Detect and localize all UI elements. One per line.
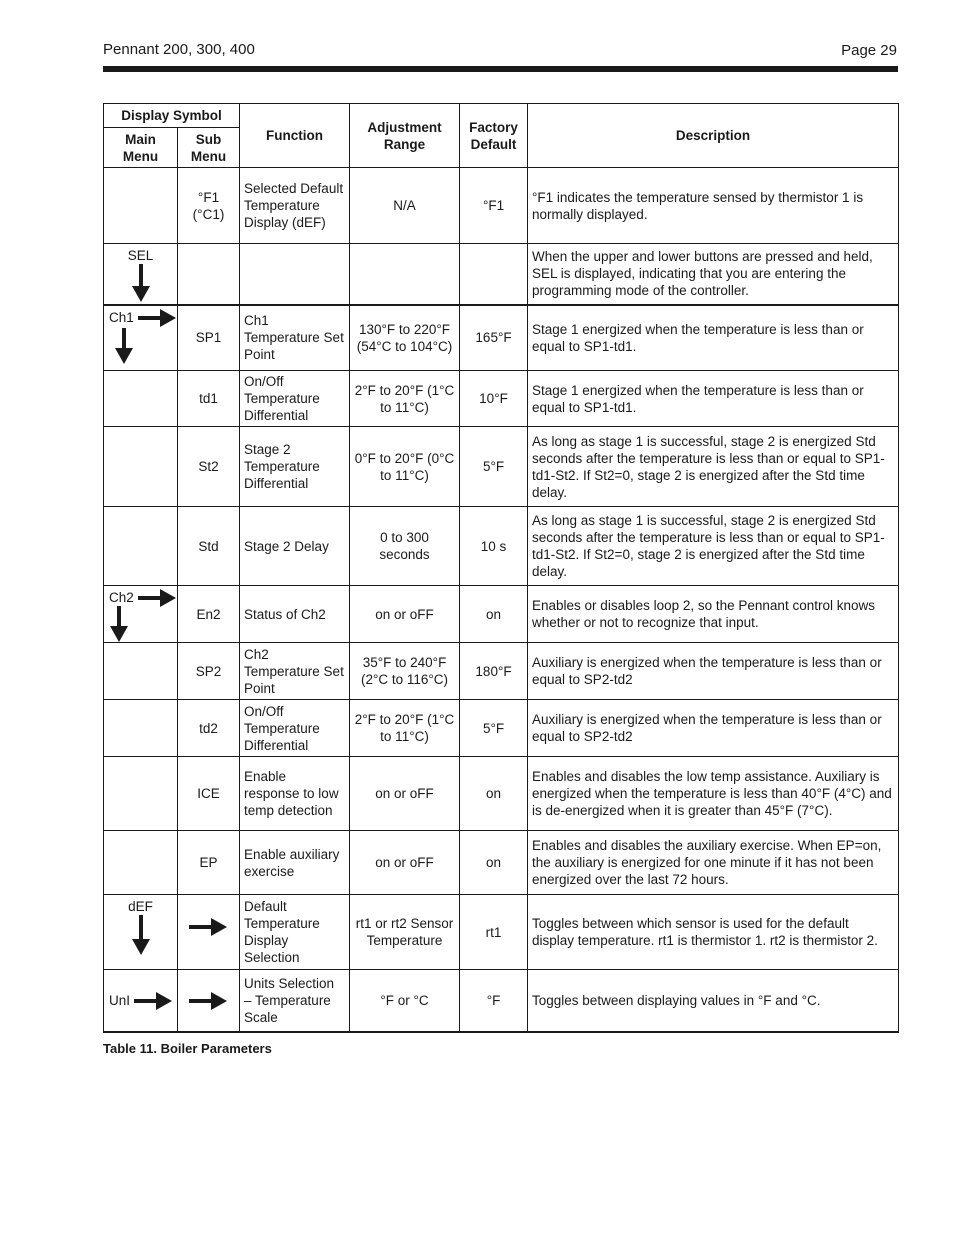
range-cell: 0 to 300 seconds [350,507,460,586]
main-menu-label: dEF [128,899,153,914]
sub-menu-cell: St2 [178,427,240,507]
sub-menu-cell: SP2 [178,643,240,700]
main-menu-cell [104,427,178,507]
function-cell: Stage 2 Delay [240,507,350,586]
main-menu-label: UnI [109,993,131,1008]
range-cell: 35°F to 240°F (2°C to 116°C) [350,643,460,700]
table-row [104,757,899,831]
header-sub-menu: Sub Menu [178,128,240,168]
header-adjustment-range: Adjustment Range [350,104,460,168]
table-row [104,700,899,757]
function-cell: Status of Ch2 [240,586,350,643]
range-cell: 2°F to 20°F (1°C to 11°C) [350,371,460,427]
arrow-right-icon [138,309,176,327]
sub-menu-cell: EP [178,831,240,895]
main-menu-cell [104,244,178,305]
table-row [104,168,899,244]
default-cell: 5°F [460,427,528,507]
range-cell: rt1 or rt2 Sensor Temperature [350,895,460,970]
sub-menu-cell [178,895,240,970]
sub-menu-cell [178,970,240,1032]
default-cell: on [460,831,528,895]
description-cell: Auxiliary is energized when the temperature is less than or equal to SP2-td2 [528,643,899,700]
default-cell: on [460,586,528,643]
main-menu-label: Ch2 [109,590,134,605]
range-cell: °F or °C [350,970,460,1032]
main-menu-cell [104,643,178,700]
default-cell: 5°F [460,700,528,757]
range-cell: 130°F to 220°F (54°C to 104°C) [350,305,460,371]
table-row [104,586,899,643]
default-cell [460,244,528,305]
function-cell: Ch2 Temperature Set Point [240,643,350,700]
main-menu-cell [104,305,178,371]
sub-menu-cell: Std [178,507,240,586]
table-row [104,831,899,895]
sub-menu-cell: td1 [178,371,240,427]
table-row [104,507,899,586]
function-cell: On/Off Temperature Differential [240,700,350,757]
description-cell: Auxiliary is energized when the temperature is less than or equal to SP2-td2 [528,700,899,757]
range-cell: 2°F to 20°F (1°C to 11°C) [350,700,460,757]
function-cell: Selected Default Temperature Display (dEF) [240,168,350,244]
main-menu-label: Ch1 [109,309,134,325]
main-menu-cell [104,970,178,1032]
main-menu-cell [104,831,178,895]
default-cell: on [460,757,528,831]
function-cell [240,244,350,305]
description-cell: °F1 indicates the temperature sensed by thermistor 1 is normally displayed. [528,168,899,244]
default-cell: °F1 [460,168,528,244]
default-cell: 10°F [460,371,528,427]
arrow-right-icon [189,992,227,1010]
table-caption: Table 11. Boiler Parameters [103,1041,272,1056]
header-description: Description [528,104,899,168]
main-menu-cell [104,700,178,757]
default-cell: 180°F [460,643,528,700]
main-menu-cell [104,586,178,643]
description-cell: Toggles between which sensor is used for the default display temperature. rt1 is thermistor 1. rt2 is thermistor 2. [528,895,899,970]
arrow-right-icon [138,589,176,607]
default-cell: 165°F [460,305,528,371]
description-cell: Enables or disables loop 2, so the Pennant control knows whether or not to recognize that input. [528,586,899,643]
header-function: Function [240,104,350,168]
table-row [104,305,899,371]
default-cell: 10 s [460,507,528,586]
main-menu-cell [104,507,178,586]
range-cell: on or oFF [350,757,460,831]
range-cell: N/A [350,168,460,244]
default-cell: °F [460,970,528,1032]
function-cell: Enable response to low temp detection [240,757,350,831]
table-row [104,244,899,305]
boiler-parameters-table [103,103,899,1033]
sub-menu-cell: °F1 (°C1) [178,168,240,244]
description-cell: As long as stage 1 is successful, stage 2 is energized Std seconds after the temperature is less than or equal to SP1-td1-St2. If St2=0, stage 2 is energized after the Std time delay. [528,427,899,507]
description-cell: Stage 1 energized when the temperature is less than or equal to SP1-td1. [528,371,899,427]
main-menu-cell [104,168,178,244]
header-factory-default: Factory Default [460,104,528,168]
document-title: Pennant 200, 300, 400 [103,41,255,58]
sub-menu-cell: SP1 [178,305,240,371]
range-cell: on or oFF [350,831,460,895]
function-cell: Units Selection – Temperature Scale [240,970,350,1032]
default-cell: rt1 [460,895,528,970]
description-cell: Enables and disables the low temp assistance. Auxiliary is energized when the temperature is less than 40°F (4°C) and is de-energized when it is greater than 45°F (7°C). [528,757,899,831]
function-cell: On/Off Temperature Differential [240,371,350,427]
sub-menu-cell: td2 [178,700,240,757]
main-menu-label: SEL [127,248,154,263]
arrow-down-icon [110,606,128,642]
description-cell: As long as stage 1 is successful, stage 2 is energized Std seconds after the temperature is less than or equal to SP1-td1-St2. If St2=0, stage 2 is energized after the Std time delay. [528,507,899,586]
page-number: Page 29 [841,42,897,59]
function-cell: Stage 2 Temperature Differential [240,427,350,507]
sub-menu-cell [178,244,240,305]
range-cell: 0°F to 20°F (0°C to 11°C) [350,427,460,507]
main-menu-cell [104,757,178,831]
arrow-right-icon [134,992,172,1010]
table-row [104,970,899,1032]
arrow-down-icon [115,328,133,364]
table-row [104,643,899,700]
description-cell: Enables and disables the auxiliary exercise. When EP=on, the auxiliary is energized for one minute if it has not been energized over the last 72 hours. [528,831,899,895]
arrow-down-icon [132,915,150,955]
range-cell [350,244,460,305]
range-cell: on or oFF [350,586,460,643]
sub-menu-cell: En2 [178,586,240,643]
description-cell: Toggles between displaying values in °F and °C. [528,970,899,1032]
table-row [104,895,899,970]
sub-menu-cell: ICE [178,757,240,831]
function-cell: Ch1 Temperature Set Point [240,305,350,371]
header-rule [103,66,898,72]
arrow-right-icon [189,918,227,936]
table-row [104,427,899,507]
header-display-symbol: Display Symbol [104,104,240,128]
function-cell: Default Temperature Display Selection [240,895,350,970]
function-cell: Enable auxiliary exercise [240,831,350,895]
arrow-down-icon [132,264,150,302]
main-menu-cell [104,895,178,970]
header-main-menu: Main Menu [104,128,178,168]
description-cell: Stage 1 energized when the temperature is less than or equal to SP1-td1. [528,305,899,371]
table-row [104,371,899,427]
main-menu-cell [104,371,178,427]
description-cell: When the upper and lower buttons are pressed and held, SEL is displayed, indicating that you are entering the programming mode of the controller. [528,244,899,305]
